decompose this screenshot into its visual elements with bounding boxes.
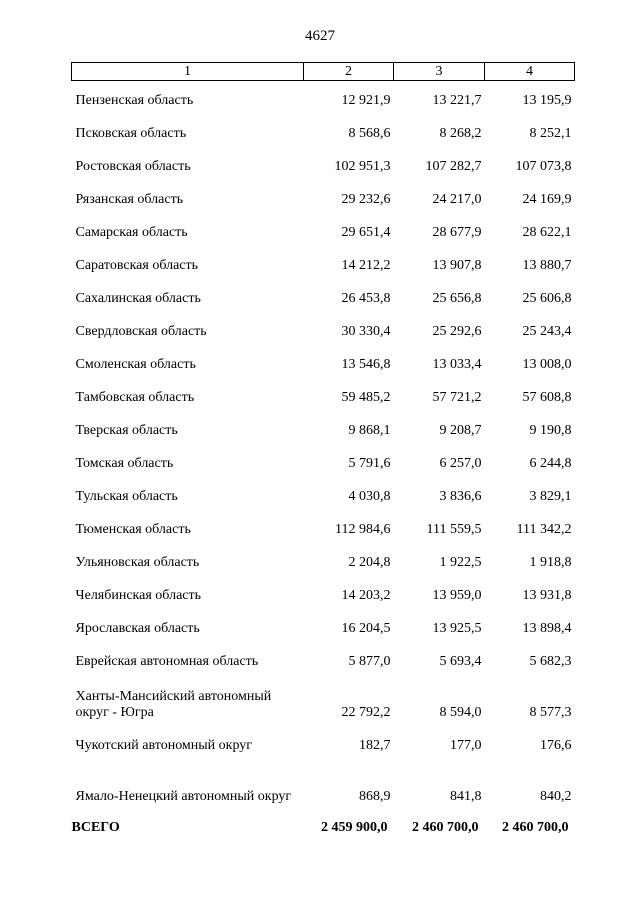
value-col-3: 6 257,0 [439,456,482,471]
value-col-4: 25 606,8 [522,291,572,306]
region-name: Тамбовская область [75,390,195,405]
region-name: Ярославская область [75,621,200,636]
region-name: Ульяновская область [75,555,200,570]
value-col-2: 112 984,6 [335,522,391,537]
page-number: 4627 [305,28,335,44]
value-col-3: 13 033,4 [432,357,482,372]
value-col-4: 176,6 [540,738,572,753]
value-col-2: 13 546,8 [341,357,391,372]
region-name: Смоленская область [75,357,196,372]
value-col-2: 8 568,6 [348,126,391,141]
table-row [72,147,575,180]
value-col-2: 30 330,4 [341,324,391,339]
value-col-2: 5 791,6 [348,456,391,471]
column-header-2: 2 [304,63,394,81]
table-row [72,81,575,115]
value-col-3: 13 221,7 [432,93,482,108]
table-row [72,642,575,675]
value-col-2: 182,7 [359,738,391,753]
column-header-4: 4 [485,63,575,81]
value-col-2: 9 868,1 [348,423,391,438]
table-row [72,543,575,576]
value-col-4: 9 190,8 [529,423,572,438]
value-col-3: 28 677,9 [432,225,482,240]
value-col-2: 4 030,8 [348,489,391,504]
value-col-4: 107 073,8 [515,159,572,174]
table-row [72,180,575,213]
value-col-3: 8 594,0 [439,705,482,720]
total-row [72,810,575,836]
value-col-3: 5 693,4 [439,654,482,669]
value-col-4: 57 608,8 [522,390,572,405]
value-col-4: 13 931,8 [522,588,572,603]
region-name: Саратовская область [75,258,199,273]
region-name: Ростовская область [75,159,191,174]
value-col-4: 24 169,9 [522,192,572,207]
region-name: Чукотский автономный округ [75,738,253,753]
region-name: Тульская область [75,489,178,504]
value-col-4: 13 898,4 [522,621,572,636]
value-col-4: 13 880,7 [522,258,572,273]
table-row [72,114,575,147]
value-col-2: 22 792,2 [341,705,391,720]
region-name: Тверская область [75,423,178,438]
value-col-2: 12 921,9 [341,93,391,108]
table-row [72,609,575,642]
table-row [72,675,575,726]
value-col-4: 6 244,8 [529,456,572,471]
table-row [72,444,575,477]
value-col-3: 177,0 [450,738,482,753]
table-row [72,345,575,378]
value-col-4: 5 682,3 [529,654,572,669]
value-col-3: 107 282,7 [425,159,482,174]
value-col-3: 111 559,5 [426,522,482,537]
value-col-2: 29 651,4 [341,225,391,240]
header-row [72,63,575,81]
value-col-4: 111 342,2 [516,522,572,537]
value-col-3: 9 208,7 [439,423,482,438]
table-row [72,246,575,279]
value-col-2: 14 203,2 [341,588,391,603]
value-col-3: 13 907,8 [432,258,482,273]
value-col-2: 14 212,2 [341,258,391,273]
value-col-3: 25 656,8 [432,291,482,306]
column-header-3: 3 [394,63,485,81]
value-col-3: 13 959,0 [432,588,482,603]
table-row [72,378,575,411]
value-col-3: 8 268,2 [439,126,482,141]
value-col-4: 28 622,1 [522,225,572,240]
table-row [72,477,575,510]
table-row [72,411,575,444]
region-name: Пензенская область [75,93,194,108]
value-col-4: 13 008,0 [522,357,572,372]
value-col-2: 868,9 [359,789,391,804]
value-col-3: 3 836,6 [439,489,482,504]
table-row [72,213,575,246]
table-row [72,510,575,543]
value-col-3: 25 292,6 [432,324,482,339]
region-name: Псковская область [75,126,187,141]
value-col-4: 25 243,4 [522,324,572,339]
total-label: ВСЕГО [71,820,120,835]
value-col-2: 2 204,8 [348,555,391,570]
table-row [72,576,575,609]
value-col-3: 24 217,0 [432,192,482,207]
value-col-3: 841,8 [450,789,482,804]
region-name: Томская область [75,456,174,471]
region-name: Рязанская область [75,192,184,207]
value-col-4: 13 195,9 [522,93,572,108]
value-col-4: 3 829,1 [529,489,572,504]
value-col-3: 13 925,5 [432,621,482,636]
value-col-2: 5 877,0 [348,654,391,669]
value-col-4: 8 252,1 [529,126,572,141]
value-col-2: 59 485,2 [341,390,391,405]
value-col-2: 29 232,6 [341,192,391,207]
total-col-2: 2 459 900,0 [321,820,388,835]
region-name: Ямало-Ненецкий автономный округ [75,789,292,804]
value-col-2: 26 453,8 [341,291,391,306]
region-name: Сахалинская область [75,291,201,306]
table-row [72,312,575,345]
total-col-4: 2 460 700,0 [502,820,569,835]
value-col-2: 102 951,3 [334,159,391,174]
region-name: Свердловская область [75,324,207,339]
value-col-3: 57 721,2 [432,390,482,405]
value-col-4: 840,2 [540,789,572,804]
region-name: Челябинская область [75,588,201,603]
region-name: Еврейская автономная область [75,654,259,669]
table-row [72,726,575,759]
column-header-1: 1 [72,63,304,81]
table-row [72,759,575,810]
region-name: Тюменская область [75,522,191,537]
value-col-2: 16 204,5 [341,621,391,636]
table-row [72,279,575,312]
budget-table [71,62,575,836]
value-col-4: 8 577,3 [529,705,572,720]
region-name: Ханты-Мансийский автономный округ - Югра [75,689,272,720]
region-name: Самарская область [75,225,188,240]
total-col-3: 2 460 700,0 [412,820,479,835]
value-col-4: 1 918,8 [529,555,572,570]
value-col-3: 1 922,5 [439,555,482,570]
